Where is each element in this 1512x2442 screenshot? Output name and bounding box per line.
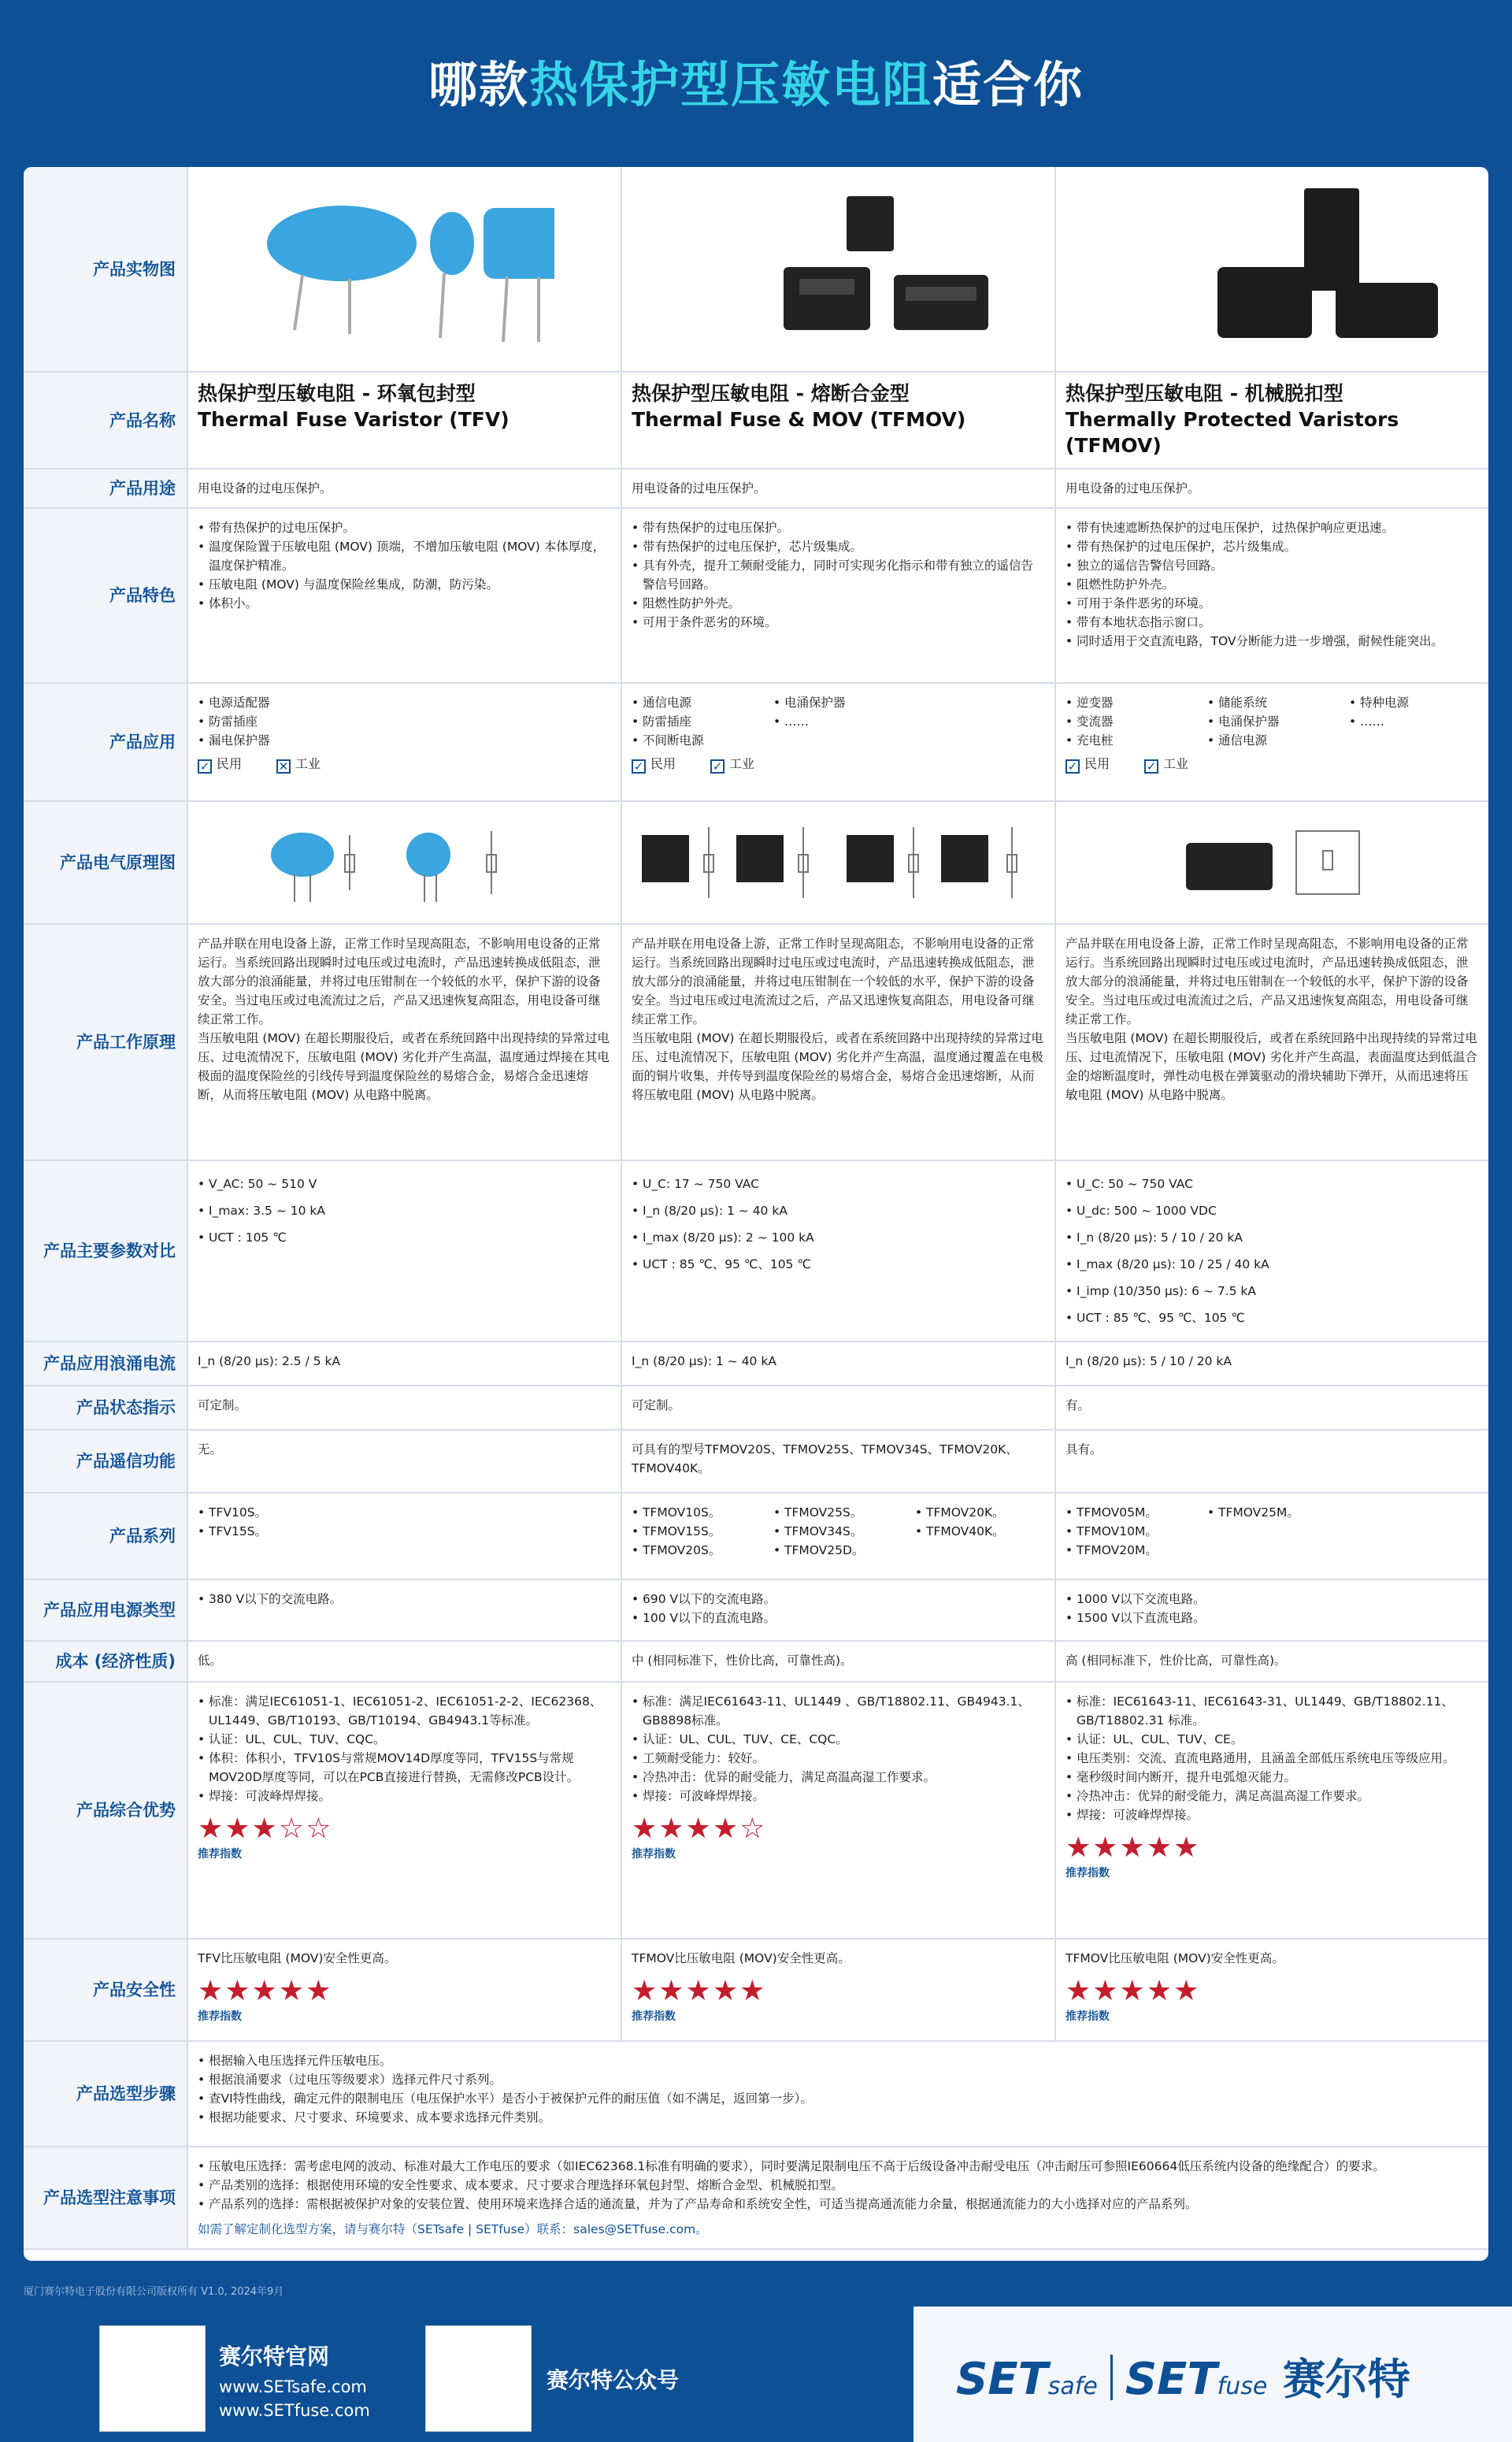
row-params: 产品主要参数对比 • V_AC: 50 ~ 510 V • I_max: 3.5 ~ 10 kA • UCT : 105 ℃ • U_C: 17 ~ 750 VAC • I_n (8/20 μs): 1 ~ 40 kA • I_max (8/20 μs): 2 ~ 100 kA • UCT : 85 ℃、95 ℃、105 ℃ • U_C: 50 ~ 750 VAC • U_dc: 500 ~ 1000 VDC • I_n (8/20 μs): 5 / 10 / 20 kA • I_max (8/20 μs): 10 / 25 / 40 kA • I_imp (10/350 μs): 6 ~ 7.5 kA • UCT : 85 ℃、95 ℃、105 ℃ bbox=[24, 1160, 1488, 1342]
rating-stars: ★★★★★ bbox=[198, 1975, 333, 2007]
cross-icon: ✕ bbox=[276, 759, 291, 774]
rating-stars: ★★★★★ bbox=[1065, 1832, 1201, 1864]
row-features: 产品特色 • 带有热保护的过电压保护。 • 温度保险置于压敏电阻 (MOV) 顶端，不增加压敏电阻 (MOV) 本体厚度，温度保护精准。 • 压敏电阻 (MOV) 与温度保险丝集成，防潮，防污染。 • 体积小。 • 带有热保护的过电压保护。 • 带有热保护的过电压保护，芯片级集成。 • 具有外壳，提升工频耐受能力，同时可实现劣化指示和带有独立的遥信告警信号回路。 • 阻燃性防护外壳。 • 可用于条件恶劣的环境。 • 带有快速遮断热保护的过电压保护，过热保护响应更迅速。 • 带有热保护的过电压保护，芯片级集成。 • 独立的遥信告警信号回路。 • 阻燃性防护外壳。 • 可用于条件恶劣的环境。 • 带有本地状态指示窗口。 • 同时适用于交直流电路，TOV分断能力进一步增强，耐候性能突出。 bbox=[24, 508, 1488, 683]
row-status: 产品状态指示 可定制。 可定制。 有。 bbox=[24, 1386, 1488, 1430]
check-icon: ✓ bbox=[710, 759, 724, 774]
rating-stars: ★★★★★ bbox=[1065, 1975, 1201, 2007]
photo-tfmov bbox=[621, 167, 1055, 372]
rating-stars: ★★★☆☆ bbox=[198, 1813, 333, 1845]
comparison-card bbox=[24, 167, 1488, 2261]
url-setfuse[interactable]: www.SETfuse.com bbox=[219, 2401, 370, 2420]
check-icon: ✓ bbox=[1065, 759, 1080, 774]
copyright: 厦门赛尔特电子股份有限公司版权所有 V1.0, 2024年9月 bbox=[24, 2286, 284, 2298]
row-app: 产品应用 • 电源适配器 • 防雷插座 • 漏电保护器 ✓ 民用 ✕ 工业 • 通信电源 • 电涌保护器 • 防雷插座 • …… • 不间断电源 ✓ 民用 ✓ 工业 • 逆变器 • 储能系统 • 特种电源 • 变流器 • 电涌保护器 • …… • 充电桩 • 通信电源 ✓ 民用 ✓ 工业 bbox=[24, 683, 1488, 801]
photo-tpmov bbox=[1055, 167, 1488, 372]
row-power: 产品应用电源类型 • 380 V以下的交流电路。 • 690 V以下的交流电路。 • 100 V以下的直流电路。 • 1000 V以下交流电路。 • 1500 V以下直流电路。 bbox=[24, 1579, 1488, 1641]
row-remote: 产品遥信功能 无。 可具有的型号TFMOV20S、TFMOV25S、TFMOV34S、TFMOV20K、TFMOV40K。 具有。 bbox=[24, 1430, 1488, 1493]
check-icon: ✓ bbox=[632, 759, 646, 774]
row-safety: 产品安全性 TFV比压敏电阻 (MOV)安全性更高。 ★★★★★ 推荐指数 TFMOV比压敏电阻 (MOV)安全性更高。 ★★★★★ 推荐指数 TFMOV比压敏电阻 (MOV)安全性更高。 ★★★★★ 推荐指数 bbox=[24, 1939, 1488, 2041]
row-work: 产品工作原理 产品并联在用电设备上游，正常工作时呈现高阻态，不影响用电设备的正常运行。当系统回路出现瞬时过电压或过电流时，产品迅速转换成低阻态，泄放大部分的浪涌能量，并将过电压钳制在一个较低的水平，保护下游的设备安全。当过电压或过电流流过之后，产品又迅速恢复高阻态，用电设备可继续正常工作。 当压敏电阻 (MOV) 在超长期服役后，或者在系统回路中出现持续的异常过电压、过电流情况下，压敏电阻 (MOV) 劣化并产生高温，温度通过焊接在其电极面的温度保险丝的引线传导到温度保险丝的易熔合金，易熔合金迅速熔断，从而将压敏电阻 (MOV) 从电路中脱离。 产品并联在用电设备上游，正常工作时呈现高阻态，不影响用电设备的正常运行。当系统回路出现瞬时过电压或过电流时，产品迅速转换成低阻态，泄放大部分的浪涌能量，并将过电压钳制在一个较低的水平，保护下游的设备安全。当过电压或过电流流过之后，产品又迅速恢复高阻态，用电设备可继续正常工作。 当压敏电阻 (MOV) 在超长期服役后，或者在系统回路中出现持续的异常过电压、过电流情况下，压敏电阻 (MOV) 劣化并产生高温，温度通过覆盖在电极面的铜片收集，并传导到温度保险丝的易熔合金，易熔合金迅速熔断，从而将压敏电阻 (MOV) 从电路中脱离。 产品并联在用电设备上游，正常工作时呈现高阻态，不影响用电设备的正常运行。当系统回路出现瞬时过电压或过电流时，产品迅速转换成低阻态，泄放大部分的浪涌能量，并将过电压钳制在一个较低的水平，保护下游的设备安全。当过电压或过电流流过之后，产品又迅速恢复高阻态，用电设备可继续正常工作。 当压敏电阻 (MOV) 在超长期服役后，或者在系统回路中出现持续的异常过电压、过电流情况下，压敏电阻 (MOV) 劣化并产生高温，表面温度达到低温合金的熔断温度时，弹性动电极在弹簧驱动的滑块辅助下弹开，从而迅速将压敏电阻 (MOV) 从电路中脱离。 bbox=[24, 924, 1488, 1160]
row-use: 产品用途 用电设备的过电压保护。 用电设备的过电压保护。 用电设备的过电压保护。 bbox=[24, 469, 1488, 508]
row-steps: 产品选型步骤 • 根据输入电压选择元件压敏电压。 • 根据浪涌要求（过电压等级要求）选择元件尺寸系列。 • 查VI特性曲线，确定元件的限制电压（电压保护水平）是否小于被保护元件的耐压值（如不满足，返回第一步）。 • 根据功能要求、尺寸要求、环境要求、成本要求选择元件类别。 bbox=[24, 2041, 1488, 2147]
qr-code-icon[interactable] bbox=[99, 2325, 206, 2432]
row-circuit: 产品电气原理图 bbox=[24, 801, 1488, 924]
circuit-tfmov bbox=[621, 801, 1055, 924]
rating-stars: ★★★★☆ bbox=[632, 1813, 767, 1845]
row-name: 产品名称 热保护型压敏电阻 - 环氧包封型 Thermal Fuse Varistor (TFV) 热保护型压敏电阻 - 熔断合金型 Thermal Fuse & MOV (TFMOV) 热保护型压敏电阻 - 机械脱扣型 Thermally Protected Varistors (TFMOV) bbox=[24, 372, 1488, 469]
page-title: 哪款热保护型压敏电阻适合你 bbox=[428, 56, 1084, 113]
circuit-tfv bbox=[187, 801, 621, 924]
footer: 赛尔特官网 www.SETsafe.com www.SETfuse.com 赛尔特公众号 SETsafe SETfuse 赛尔特 bbox=[0, 2307, 1512, 2442]
qr-code-icon[interactable] bbox=[425, 2325, 532, 2432]
brand-logo: SETsafe SETfuse 赛尔特 bbox=[956, 2354, 1410, 2405]
comparison-table bbox=[24, 167, 1488, 2250]
photo-tfv bbox=[187, 167, 621, 372]
row-series: 产品系列 • TFV10S。 • TFV15S。 • TFMOV10S。 • TFMOV25S。 • TFMOV20K。 • TFMOV15S。 • TFMOV34S。 • TFMOV40K。 • TFMOV20S。 • TFMOV25D。 • TFMOV05M。 • TFMOV25M。 • TFMOV10M。 • TFMOV20M。 bbox=[24, 1493, 1488, 1579]
rating-stars: ★★★★★ bbox=[632, 1975, 767, 2007]
circuit-tpmov bbox=[1055, 801, 1488, 924]
row-surge: 产品应用浪涌电流 I_n (8/20 μs): 2.5 / 5 kA I_n (8/20 μs): 1 ~ 40 kA I_n (8/20 μs): 5 / 10 / 20 kA bbox=[24, 1342, 1488, 1386]
row-notes: 产品选型注意事项 • 压敏电压选择：需考虑电网的波动、标准对最大工作电压的要求（如IEC62368.1标准有明确的要求），同时要满足限制电压不高于后级设备冲击耐受电压（冲击耐压可参照IE60664低压系统内设备的绝缘配合）的要求。 • 产品类别的选择：根据使用环境的安全性要求、成本要求、尺寸要求合理选择环氧包封型、熔断合金型、机械脱扣型。 • 产品系列的选择：需根据被保护对象的安装位置、使用环境来选择合适的通流量，并为了产品寿命和系统安全性，可适当提高通流能力余量，根据通流能力的大小选择对应的产品系列。 如需了解定制化选型方案，请与赛尔特（SETsafe | SETfuse）联系：sales@SETfuse.com。 bbox=[24, 2147, 1488, 2249]
row-cost: 成本 (经济性质) 低。 中 (相同标准下，性价比高，可靠性高)。 高 (相同标准下，性价比高，可靠性高)。 bbox=[24, 1641, 1488, 1682]
row-adv: 产品综合优势 • 标准：满足IEC61051-1、IEC61051-2、IEC61051-2-2、IEC62368、UL1449、GB/T10193、GB/T10194、GB4943.1等标准。 • 认证：UL、CUL、TUV、CQC。 • 体积：体积小，TFV10S与常规MOV14D厚度等同，TFV15S与常规MOV20D厚度等同，可以在PCB直接进行替换，无需修改PCB设计。 • 焊接：可波峰焊焊接。 ★★★☆☆ 推荐指数 • 标准：满足IEC61643-11、UL1449 、GB/T18802.11、GB4943.1、GB8898标准。 • 认证：UL、CUL、TUV、CE、CQC。 • 工频耐受能力：较好。 • 冷热冲击：优异的耐受能力，满足高温高湿工作要求。 • 焊接：可波峰焊焊接。 ★★★★☆ 推荐指数 • 标准：IEC61643-11、IEC61643-31、UL1449、GB/T18802.11、GB/T18802.31 标准。 • 认证：UL、CUL、TUV、CE。 • 电压类别：交流、直流电路通用，且涵盖全部低压系统电压等级应用。 • 毫秒级时间内断开，提升电弧熄灭能力。 • 冷热冲击：优异的耐受能力，满足高温高湿工作要求。 • 焊接：可波峰焊焊接。 ★★★★★ 推荐指数 bbox=[24, 1682, 1488, 1939]
check-icon: ✓ bbox=[1144, 759, 1158, 774]
contact-line[interactable]: 如需了解定制化选型方案，请与赛尔特（SETsafe | SETfuse）联系：sales@SETfuse.com。 bbox=[198, 2222, 708, 2236]
url-setsafe[interactable]: www.SETsafe.com bbox=[219, 2377, 367, 2396]
row-photo: 产品实物图 bbox=[24, 167, 1488, 372]
check-icon: ✓ bbox=[198, 759, 212, 774]
